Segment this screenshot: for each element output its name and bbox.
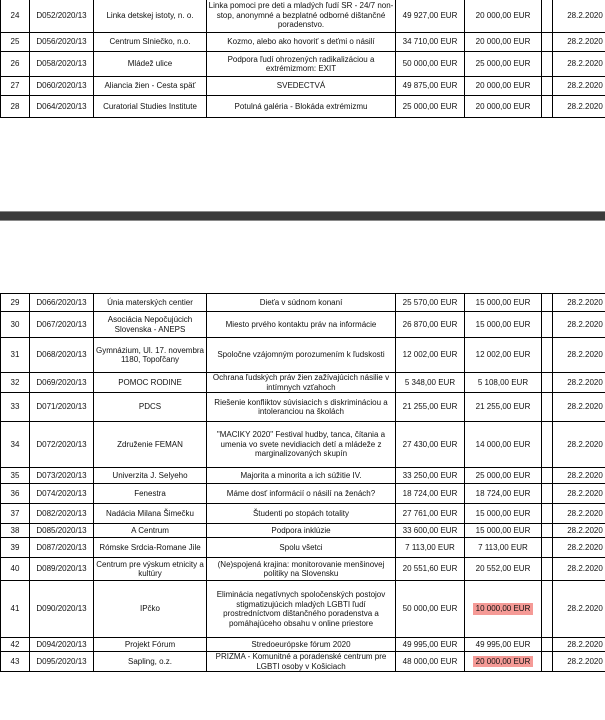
project-title: Majorita a minorita a ich súžitie IV. (207, 468, 396, 484)
granted-amount (465, 373, 542, 393)
requested-amount: 50 000,00 EUR (396, 581, 465, 638)
organization-name: Centrum pre výskum etnicity a kultúry (94, 558, 207, 581)
requested-amount: 18 724,00 EUR (396, 484, 465, 504)
project-code: D052/2020/13 (30, 0, 94, 33)
decision-date: 28.2.2020 (553, 393, 605, 422)
column-gap (542, 558, 553, 581)
amount-text: 18 724,00 EUR (475, 488, 531, 498)
table-row (1, 558, 605, 581)
table-row (1, 96, 605, 118)
decision-date: 28.2.2020 (553, 52, 605, 77)
table-row (1, 312, 605, 338)
requested-amount: 49 995,00 EUR (396, 638, 465, 652)
organization-name: Asociácia Nepočujúcich Slovenska - ANEPS (94, 312, 207, 338)
organization-name: Rómske Srdcia-Romane Jile (94, 538, 207, 558)
table-row (1, 524, 605, 538)
column-gap (542, 96, 553, 118)
row-number: 28 (1, 96, 30, 118)
decision-date: 28.2.2020 (553, 524, 605, 538)
column-gap (542, 373, 553, 393)
column-gap (542, 422, 553, 468)
column-gap (542, 393, 553, 422)
project-title: Spoločne vzájomným porozumením k ľudskosti (207, 338, 396, 373)
page-divider (0, 211, 605, 221)
amount-text: 15 000,00 EUR (475, 525, 531, 535)
amount-text: 20 552,00 EUR (475, 564, 531, 574)
project-title: "MACIKY 2020" Festival hudby, tanca, čítania a umenia vo svete nevidiacich detí a mládeže z marginalizovaných skupín (207, 422, 396, 468)
row-number: 34 (1, 422, 30, 468)
row-number: 41 (1, 581, 30, 638)
row-number: 42 (1, 638, 30, 652)
granted-amount (465, 484, 542, 504)
amount-text: 25 000,00 EUR (475, 470, 531, 480)
granted-amount (465, 468, 542, 484)
table-row (1, 393, 605, 422)
table-row (1, 504, 605, 524)
project-code: D069/2020/13 (30, 373, 94, 393)
requested-amount: 48 000,00 EUR (396, 652, 465, 672)
row-number: 30 (1, 312, 30, 338)
decision-date: 28.2.2020 (553, 0, 605, 33)
granted-amount (465, 524, 542, 538)
row-number: 29 (1, 294, 30, 312)
project-code: D085/2020/13 (30, 524, 94, 538)
project-code: D064/2020/13 (30, 96, 94, 118)
project-code: D087/2020/13 (30, 538, 94, 558)
organization-name: IPčko (94, 581, 207, 638)
row-number: 39 (1, 538, 30, 558)
organization-name: Mládež ulice (94, 52, 207, 77)
granted-amount (465, 52, 542, 77)
decision-date: 28.2.2020 (553, 468, 605, 484)
project-code: D067/2020/13 (30, 312, 94, 338)
column-gap (542, 652, 553, 672)
organization-name: Únia materských centier (94, 294, 207, 312)
decision-date: 28.2.2020 (553, 652, 605, 672)
project-title: SVEDECTVÁ (207, 77, 396, 96)
project-title: Eliminácia negatívnych spoločenských postojov stigmatizujúcich mladých LGBTI ľudí prostredníctvom dištančného poradenstva a pomáhajúceho obsahu v online priestore (207, 581, 396, 638)
project-title: Spolu všetci (207, 538, 396, 558)
amount-text: 20 000,00 EUR (475, 10, 531, 20)
amount-text: 12 002,00 EUR (475, 350, 531, 360)
column-gap (542, 294, 553, 312)
row-number: 26 (1, 52, 30, 77)
requested-amount: 49 927,00 EUR (396, 0, 465, 33)
row-number: 24 (1, 0, 30, 33)
row-number: 32 (1, 373, 30, 393)
organization-name: Nadácia Milana Šimečku (94, 504, 207, 524)
project-title: Podpora ľudí ohrozených radikalizáciou a extrémizmom: EXIT (207, 52, 396, 77)
amount-text: 15 000,00 EUR (475, 319, 531, 329)
granted-amount (465, 33, 542, 52)
table-row (1, 652, 605, 672)
granted-amount (465, 422, 542, 468)
requested-amount: 33 600,00 EUR (396, 524, 465, 538)
grants-table-bottom-body (1, 294, 605, 672)
amount-text: 15 000,00 EUR (475, 297, 531, 307)
requested-amount: 12 002,00 EUR (396, 338, 465, 373)
granted-amount (465, 338, 542, 373)
requested-amount: 34 710,00 EUR (396, 33, 465, 52)
table-row (1, 33, 605, 52)
row-number: 25 (1, 33, 30, 52)
decision-date: 28.2.2020 (553, 77, 605, 96)
amount-text: 20 000,00 EUR (475, 37, 531, 47)
highlighted-amount: 10 000,00 EUR (473, 603, 534, 615)
column-gap (542, 581, 553, 638)
requested-amount: 7 113,00 EUR (396, 538, 465, 558)
table-row (1, 294, 605, 312)
requested-amount: 49 875,00 EUR (396, 77, 465, 96)
row-number: 43 (1, 652, 30, 672)
project-code: D090/2020/13 (30, 581, 94, 638)
organization-name: Združenie FEMAN (94, 422, 207, 468)
row-number: 37 (1, 504, 30, 524)
granted-amount (465, 312, 542, 338)
requested-amount: 33 250,00 EUR (396, 468, 465, 484)
granted-amount (465, 538, 542, 558)
row-number: 27 (1, 77, 30, 96)
project-title: PRIZMA - Komunitné a poradenské centrum pre LGBTI osoby v Košiciach (207, 652, 396, 672)
column-gap (542, 638, 553, 652)
project-code: D066/2020/13 (30, 294, 94, 312)
project-code: D089/2020/13 (30, 558, 94, 581)
organization-name: PDCS (94, 393, 207, 422)
row-number: 36 (1, 484, 30, 504)
granted-amount (465, 652, 542, 672)
organization-name: Sapling, o.z. (94, 652, 207, 672)
row-number: 35 (1, 468, 30, 484)
project-title: Linka pomoci pre deti a mladých ľudí SR - 24/7 non-stop, anonymné a bezplatné odborné dištančné poradenstvo. (207, 0, 396, 33)
project-code: D072/2020/13 (30, 422, 94, 468)
amount-text: 20 000,00 EUR (475, 81, 531, 91)
requested-amount: 50 000,00 EUR (396, 52, 465, 77)
project-title: Podpora inklúzie (207, 524, 396, 538)
organization-name: Gymnázium, Ul. 17. novembra 1180, Topoľčany (94, 338, 207, 373)
project-title: Ochrana ľudských práv žien zažívajúcich násilie v intímnych vzťahoch (207, 373, 396, 393)
amount-text: 20 000,00 EUR (475, 101, 531, 111)
column-gap (542, 484, 553, 504)
granted-amount (465, 96, 542, 118)
granted-amount (465, 393, 542, 422)
organization-name: A Centrum (94, 524, 207, 538)
column-gap (542, 524, 553, 538)
granted-amount (465, 581, 542, 638)
decision-date: 28.2.2020 (553, 558, 605, 581)
decision-date: 28.2.2020 (553, 312, 605, 338)
organization-name: Linka detskej istoty, n. o. (94, 0, 207, 33)
column-gap (542, 52, 553, 77)
amount-text: 5 108,00 EUR (477, 377, 529, 387)
granted-amount (465, 294, 542, 312)
row-number: 40 (1, 558, 30, 581)
table-row (1, 538, 605, 558)
table-row (1, 373, 605, 393)
granted-amount (465, 504, 542, 524)
project-title: Riešenie konfliktov súvisiacich s diskrimináciou a intoleranciou na školách (207, 393, 396, 422)
decision-date: 28.2.2020 (553, 538, 605, 558)
requested-amount: 27 761,00 EUR (396, 504, 465, 524)
grants-table-top-body (1, 0, 605, 118)
row-number: 38 (1, 524, 30, 538)
project-code: D060/2020/13 (30, 77, 94, 96)
project-title: Kozmo, alebo ako hovoriť s deťmi o násilí (207, 33, 396, 52)
granted-amount (465, 0, 542, 33)
organization-name: Centrum Slniečko, n.o. (94, 33, 207, 52)
granted-amount (465, 558, 542, 581)
organization-name: POMOC RODINE (94, 373, 207, 393)
requested-amount: 25 570,00 EUR (396, 294, 465, 312)
highlighted-amount: 20 000,00 EUR (473, 656, 534, 668)
amount-text: 25 000,00 EUR (475, 59, 531, 69)
project-title: Potulná galéria - Blokáda extrémizmu (207, 96, 396, 118)
project-title: Dieťa v súdnom konaní (207, 294, 396, 312)
grants-table-top (0, 0, 605, 118)
organization-name: Curatorial Studies Institute (94, 96, 207, 118)
decision-date: 28.2.2020 (553, 484, 605, 504)
project-title: Máme dosť informácií o násilí na ženách? (207, 484, 396, 504)
organization-name: Fenestra (94, 484, 207, 504)
decision-date: 28.2.2020 (553, 33, 605, 52)
project-code: D095/2020/13 (30, 652, 94, 672)
table-row (1, 468, 605, 484)
decision-date: 28.2.2020 (553, 373, 605, 393)
amount-text: 15 000,00 EUR (475, 508, 531, 518)
table-row (1, 0, 605, 33)
project-title: Miesto prvého kontaktu práv na informácie (207, 312, 396, 338)
project-title: Študenti po stopách totality (207, 504, 396, 524)
decision-date: 28.2.2020 (553, 96, 605, 118)
table-row (1, 77, 605, 96)
column-gap (542, 538, 553, 558)
column-gap (542, 0, 553, 33)
organization-name: Projekt Fórum (94, 638, 207, 652)
requested-amount: 20 551,60 EUR (396, 558, 465, 581)
amount-text: 49 995,00 EUR (475, 639, 531, 649)
amount-text: 7 113,00 EUR (478, 542, 528, 552)
requested-amount: 5 348,00 EUR (396, 373, 465, 393)
grants-table-bottom (0, 293, 605, 672)
requested-amount: 27 430,00 EUR (396, 422, 465, 468)
amount-text: 21 255,00 EUR (475, 402, 531, 412)
table-row (1, 338, 605, 373)
project-code: D068/2020/13 (30, 338, 94, 373)
project-title: Stredoeurópske fórum 2020 (207, 638, 396, 652)
decision-date: 28.2.2020 (553, 294, 605, 312)
table-row (1, 484, 605, 504)
row-number: 31 (1, 338, 30, 373)
decision-date: 28.2.2020 (553, 581, 605, 638)
requested-amount: 21 255,00 EUR (396, 393, 465, 422)
column-gap (542, 312, 553, 338)
column-gap (542, 77, 553, 96)
project-code: D056/2020/13 (30, 33, 94, 52)
decision-date: 28.2.2020 (553, 504, 605, 524)
column-gap (542, 468, 553, 484)
decision-date: 28.2.2020 (553, 638, 605, 652)
decision-date: 28.2.2020 (553, 422, 605, 468)
requested-amount: 25 000,00 EUR (396, 96, 465, 118)
project-code: D082/2020/13 (30, 504, 94, 524)
column-gap (542, 338, 553, 373)
column-gap (542, 33, 553, 52)
project-code: D074/2020/13 (30, 484, 94, 504)
table-row (1, 581, 605, 638)
decision-date: 28.2.2020 (553, 338, 605, 373)
organization-name: Aliancia žien - Cesta späť (94, 77, 207, 96)
organization-name: Univerzita J. Selyeho (94, 468, 207, 484)
project-code: D058/2020/13 (30, 52, 94, 77)
table-row (1, 52, 605, 77)
project-code: D071/2020/13 (30, 393, 94, 422)
project-code: D073/2020/13 (30, 468, 94, 484)
project-code: D094/2020/13 (30, 638, 94, 652)
project-title: (Ne)spojená krajina: monitorovanie menšinovej politiky na Slovensku (207, 558, 396, 581)
requested-amount: 26 870,00 EUR (396, 312, 465, 338)
granted-amount (465, 638, 542, 652)
amount-text: 14 000,00 EUR (475, 439, 531, 449)
granted-amount (465, 77, 542, 96)
row-number: 33 (1, 393, 30, 422)
table-row (1, 638, 605, 652)
column-gap (542, 504, 553, 524)
table-row (1, 422, 605, 468)
